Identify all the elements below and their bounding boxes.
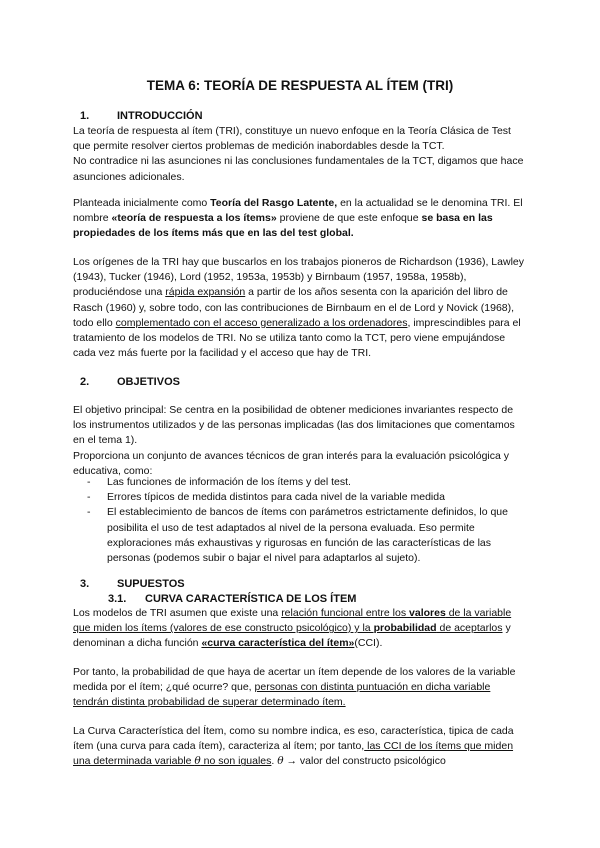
supuestos-paragraph-2 <box>73 665 525 711</box>
sup-p2-u1: personas con distinta puntuación en dicha variable tendrán distinta probabilidad de superar determinado ítem. <box>73 681 491 709</box>
list-item <box>73 490 525 505</box>
subsection-3-1-number: 3.1. <box>108 593 127 605</box>
intro-p2-b3: se basa en las propiedades de los ítems más que en las del test global. <box>73 212 493 240</box>
section-1-number: 1. <box>80 110 90 122</box>
sup-p3-u1: las CCI de los ítems que miden una determinada variable <box>73 740 514 768</box>
intro-p3-t2: a partir de los años sesenta con la aparición del libro de Rasch (1960) y, sobre todo, con las contribuciones de Birnbaum en el de Lord y Novick (1968), todo ello <box>73 286 515 329</box>
list-dash: - <box>87 476 91 488</box>
objectives-p1: El objetivo principal: Se centra en la posibilidad de obtener mediciones invariantes respecto de los instrumentos utilizados y de las personas implicadas (las dos limitaciones que comentamos en el tema 1). <box>73 404 515 447</box>
list-item <box>73 475 525 490</box>
intro-p2-b2: «teoría de respuesta a los ítems» <box>111 212 277 225</box>
list-item <box>73 505 525 566</box>
section-1-title: INTRODUCCIÓN <box>117 110 203 122</box>
supuestos-paragraph-3 <box>73 724 525 770</box>
sup-p2-t1: Por tanto, la probabilidad de que haya de acertar un ítem depende de los valores de la variable medida por el ítem; ¿qué ocurre? que, <box>73 666 516 694</box>
subsection-3-1-heading <box>108 593 356 605</box>
intro-p3-t1: Los orígenes de la TRI hay que buscarlos en los trabajos pioneros de Richardson (1936), Lawley (1943), Tucker (1946), Lord (1952, 1953a, 1953b) y Birnbaum (1957, 1958a, 1958b), produciéndose una <box>73 256 524 299</box>
intro-p2-t3: proviene de que este enfoque <box>276 212 422 225</box>
sup-p3-t2: . <box>271 755 278 768</box>
intro-p3-t3: , imprescindibles para el tratamiento de los modelos de TRI. No se utiliza tanto como la TCT, pero viene empujándose cada vez más fuerte por la facilidad y el acceso que hay de TRI. <box>73 316 521 360</box>
sup-p1-t1: Los modelos de TRI asumen que existe una <box>73 607 282 619</box>
sup-p1-ub1: valores <box>409 607 446 619</box>
list-item-text: Las funciones de información de los ítems y del test. <box>107 476 351 488</box>
intro-p2-t1: Planteada inicialmente como <box>73 197 211 209</box>
sup-p1-u1: relación funcional entre los <box>281 607 410 619</box>
section-2-number: 2. <box>80 376 90 388</box>
intro-p3-u2: complementado con el acceso generalizado a los ordenadores <box>115 316 408 329</box>
objectives-paragraph-1 <box>73 403 525 479</box>
sup-p1-u2: de la variable que miden los ítems (valores de ese constructo psicológico) y la <box>73 607 512 635</box>
list-item-text: Errores típicos de medida distintos para cada nivel de la variable medida <box>107 491 445 504</box>
intro-p2-b1: Teoría del Rasgo Latente, <box>210 197 338 209</box>
section-3-heading <box>80 578 185 590</box>
subsection-3-1-title: CURVA CARACTERÍSTICA DE LOS ÍTEM <box>145 593 357 605</box>
document-title: TEMA 6: TEORÍA DE RESPUESTA AL ÍTEM (TRI) <box>146 78 454 93</box>
intro-p1a: La teoría de respuesta al ítem (TRI), constituye un nuevo enfoque en la Teoría Clásica de Test que permite resolver ciertos problemas de medición inabordables desde la TCT. <box>73 125 511 153</box>
sup-p1-ub2: probabilidad <box>373 622 437 635</box>
intro-p3-u1: rápida expansión <box>165 286 246 299</box>
intro-paragraph-1 <box>73 124 525 185</box>
supuestos-paragraph-1 <box>73 606 525 652</box>
list-dash: - <box>87 491 91 504</box>
sup-p1-t2: y denominan a dicha función <box>73 622 511 650</box>
section-1-heading <box>80 110 203 122</box>
objectives-list <box>73 475 525 566</box>
intro-paragraph-2 <box>73 196 525 242</box>
intro-paragraph-3 <box>73 255 525 361</box>
theta-symbol: θ <box>277 755 284 768</box>
theta-symbol: θ <box>194 755 201 768</box>
list-dash: - <box>87 506 91 519</box>
objectives-p2: Proporciona un conjunto de avances técnicos de gran interés para la evaluación psicológica y educativa, como: <box>73 449 510 477</box>
sup-p1-ub3: «curva característica del ítem» <box>201 637 355 650</box>
section-2-title: OBJETIVOS <box>117 376 180 388</box>
section-3-number: 3. <box>80 578 90 590</box>
section-2-heading <box>80 376 180 388</box>
intro-p2-t2: en la actualidad se le denomina TRI. El nombre <box>73 197 523 225</box>
sup-p1-t3: (CCI). <box>354 637 383 650</box>
sup-p3-t1: La Curva Característica del Ítem, como su nombre indica, es eso, característica, tipica de cada ítem (una curva para cada ítem), caracteriza al ítem; por tanto, <box>73 725 514 753</box>
sup-p1-u3: de aceptarlos <box>436 622 503 635</box>
sup-p3-t3: → valor del constructo psicológico <box>283 755 446 768</box>
intro-p1b: No contradice ni las asunciones ni las conclusiones fundamentales de la TCT, digamos que hace asunciones adicionales. <box>73 155 524 183</box>
section-3-title: SUPUESTOS <box>117 578 185 590</box>
sup-p3-u2: no son iguales <box>200 755 272 768</box>
list-item-text: El establecimiento de bancos de ítems con parámetros estrictamente definidos, lo que posibilita el uso de test adaptados al nivel de la persona evaluada. Eso permite exploraciones más exhaustivas y rigurosas en función de las características de las personas (podemos subir o bajar el nivel para adaptarlos al sujeto). <box>107 506 508 565</box>
